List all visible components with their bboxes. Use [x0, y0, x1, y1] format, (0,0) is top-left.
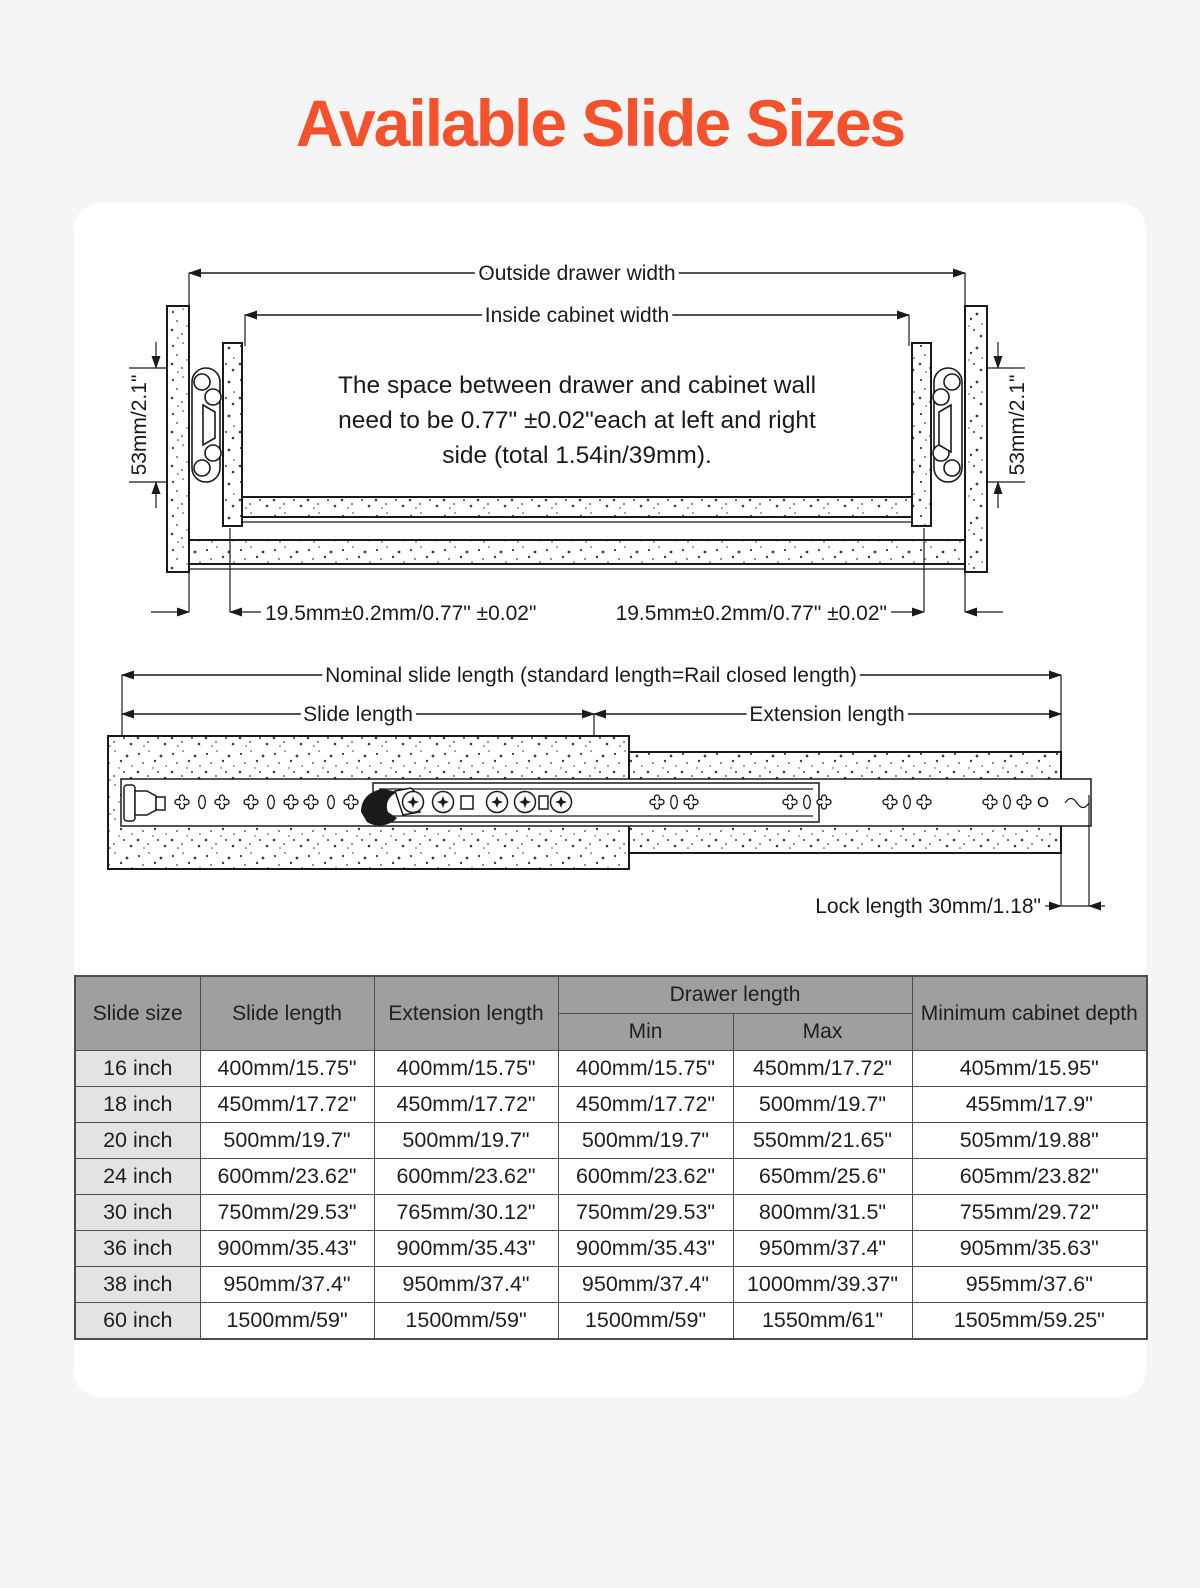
technical-diagrams	[74, 203, 1146, 975]
cabinet-cross-section-diagram	[128, 262, 1029, 625]
cabinet-wall-right	[965, 306, 987, 572]
table-cell: 800mm/31.5"	[733, 1195, 912, 1231]
table-cell: 600mm/23.62"	[558, 1159, 733, 1195]
table-cell: 955mm/37.6"	[912, 1267, 1147, 1303]
slide-rail-profile-left	[192, 368, 221, 482]
clearance-note-line2: need to be 0.77" ±0.02"each at left and right	[338, 407, 816, 434]
table-cell: 20 inch	[75, 1123, 200, 1159]
side-gap-label-left: 19.5mm±0.2mm/0.77" ±0.02"	[265, 602, 537, 625]
table-cell: 16 inch	[75, 1051, 200, 1087]
table-cell: 1000mm/39.37"	[733, 1267, 912, 1303]
table-cell: 30 inch	[75, 1195, 200, 1231]
table-cell: 500mm/19.7"	[558, 1123, 733, 1159]
table-cell: 550mm/21.65"	[733, 1123, 912, 1159]
table-cell: 950mm/37.4"	[733, 1231, 912, 1267]
cabinet-wall-left	[167, 306, 189, 572]
table-cell: 755mm/29.72"	[912, 1195, 1147, 1231]
nominal-length-label: Nominal slide length (standard length=Rail closed length)	[325, 664, 857, 687]
table-cell: 1550mm/61"	[733, 1303, 912, 1340]
drawer-wall-left	[223, 343, 242, 526]
slide-size-table	[74, 975, 1148, 1340]
table-cell: 38 inch	[75, 1267, 200, 1303]
table-cell: 950mm/37.4"	[200, 1267, 374, 1303]
table-cell: 450mm/17.72"	[558, 1087, 733, 1123]
header-slide-size: Slide size	[75, 976, 200, 1051]
table-cell: 400mm/15.75"	[558, 1051, 733, 1087]
table-cell: 950mm/37.4"	[374, 1267, 558, 1303]
table-cell: 900mm/35.43"	[374, 1231, 558, 1267]
table-cell: 505mm/19.88"	[912, 1123, 1147, 1159]
table-cell: 500mm/19.7"	[374, 1123, 558, 1159]
table-cell: 750mm/29.53"	[558, 1195, 733, 1231]
table-cell: 500mm/19.7"	[733, 1087, 912, 1123]
header-drawer-length: Drawer length	[558, 976, 912, 1014]
table-cell: 900mm/35.43"	[200, 1231, 374, 1267]
table-row	[75, 1303, 1147, 1340]
drawer-wall-right	[912, 343, 931, 526]
table-cell: 36 inch	[75, 1231, 200, 1267]
outside-drawer-width-label: Outside drawer width	[478, 262, 676, 285]
cabinet-bottom-panel	[189, 540, 965, 564]
inside-cabinet-width-label: Inside cabinet width	[484, 304, 670, 327]
slide-length-diagram	[108, 664, 1105, 918]
table-row	[75, 1051, 1147, 1087]
content-card	[74, 203, 1146, 1397]
table-cell: 400mm/15.75"	[374, 1051, 558, 1087]
table-cell: 905mm/35.63"	[912, 1231, 1147, 1267]
table-cell: 950mm/37.4"	[558, 1267, 733, 1303]
page-title: Available Slide Sizes	[295, 86, 905, 160]
table-cell: 450mm/17.72"	[200, 1087, 374, 1123]
table-cell: 605mm/23.82"	[912, 1159, 1147, 1195]
table-cell: 60 inch	[75, 1303, 200, 1340]
slide-rail-profile-right	[933, 368, 962, 482]
table-cell: 600mm/23.62"	[374, 1159, 558, 1195]
table-cell: 650mm/25.6"	[733, 1159, 912, 1195]
table-row	[75, 1231, 1147, 1267]
header-slide-length: Slide length	[200, 976, 374, 1051]
table-cell: 405mm/15.95"	[912, 1051, 1147, 1087]
table-cell: 600mm/23.62"	[200, 1159, 374, 1195]
table-cell: 1505mm/59.25"	[912, 1303, 1147, 1340]
clearance-note-line1: The space between drawer and cabinet wall	[337, 372, 817, 399]
table-cell: 750mm/29.53"	[200, 1195, 374, 1231]
table-cell: 765mm/30.12"	[374, 1195, 558, 1231]
table-row	[75, 1267, 1147, 1303]
table-cell: 1500mm/59"	[558, 1303, 733, 1340]
header-min-cabinet-depth: Minimum cabinet depth	[912, 976, 1147, 1051]
rail-height-dim-right	[987, 342, 1029, 508]
table-cell: 400mm/15.75"	[200, 1051, 374, 1087]
table-row	[75, 1087, 1147, 1123]
extension-length-label: Extension length	[749, 703, 905, 726]
side-gap-label-right: 19.5mm±0.2mm/0.77" ±0.02"	[615, 602, 887, 625]
table-cell: 1500mm/59"	[200, 1303, 374, 1340]
table-cell: 18 inch	[75, 1087, 200, 1123]
header-extension-length: Extension length	[374, 976, 558, 1051]
table-cell: 450mm/17.72"	[374, 1087, 558, 1123]
slide-length-label: Slide length	[303, 703, 413, 726]
table-cell: 500mm/19.7"	[200, 1123, 374, 1159]
table-cell: 450mm/17.72"	[733, 1051, 912, 1087]
table-row	[75, 1159, 1147, 1195]
rail-height-dim-left	[128, 342, 167, 508]
header-min: Min	[558, 1014, 733, 1051]
table-row	[75, 1123, 1147, 1159]
lock-length-label: Lock length 30mm/1.18"	[815, 895, 1041, 918]
header-max: Max	[733, 1014, 912, 1051]
clearance-note-line3: side (total 1.54in/39mm).	[442, 442, 712, 469]
rail-height-label-left: 53mm/2.1"	[128, 374, 151, 476]
table-cell: 1500mm/59"	[374, 1303, 558, 1340]
rail-height-label-right: 53mm/2.1"	[1006, 374, 1029, 476]
table-cell: 900mm/35.43"	[558, 1231, 733, 1267]
drawer-bottom-panel	[242, 497, 912, 517]
table-header-row	[75, 976, 1147, 1014]
table-cell: 24 inch	[75, 1159, 200, 1195]
table-cell: 455mm/17.9"	[912, 1087, 1147, 1123]
table-row	[75, 1195, 1147, 1231]
